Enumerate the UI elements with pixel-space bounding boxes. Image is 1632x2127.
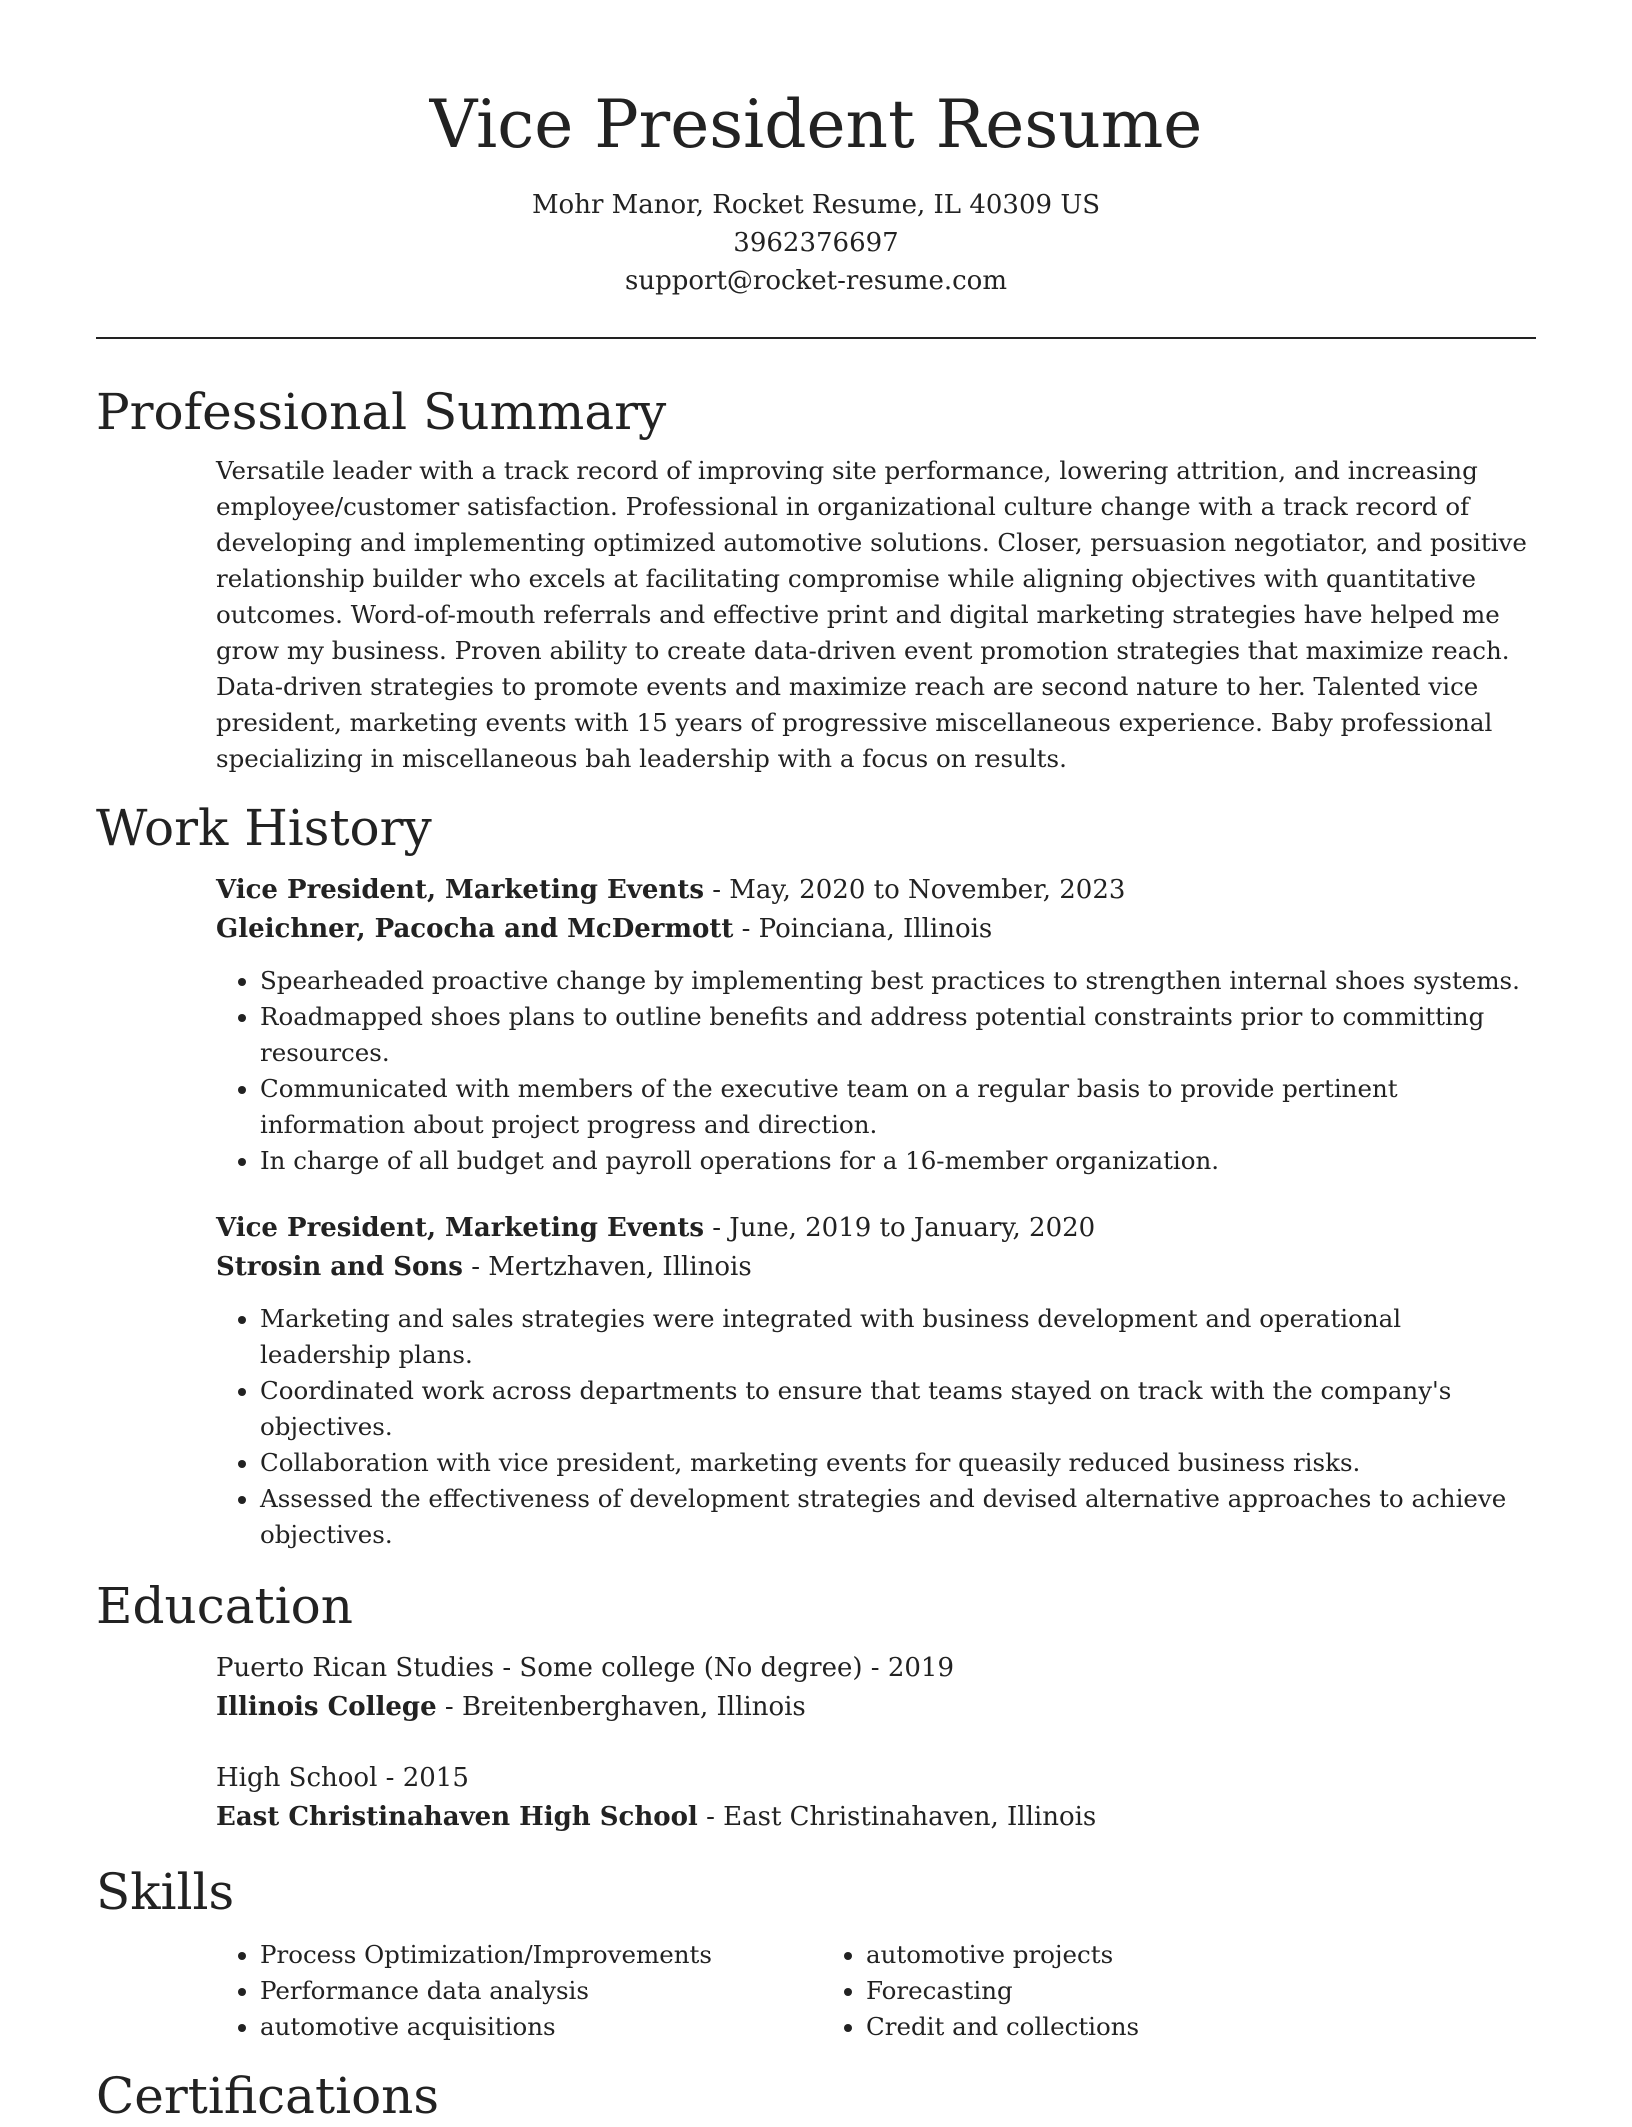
summary-heading: Professional Summary [96, 383, 667, 441]
job-company: Gleichner, Pacocha and McDermott [216, 914, 734, 944]
phone: 3962376697 [733, 228, 899, 258]
skills-heading: Skills [96, 1863, 235, 1921]
resume-header [96, 0, 1536, 300]
education-program: Puerto Rican Studies - Some college (No degree) - 2019 [216, 1653, 955, 1683]
skills-column-left [216, 1937, 822, 2045]
skill-item: • Process Optimization/Improvements [260, 1937, 822, 1973]
job-dates: - June, 2019 to January, 2020 [703, 1213, 1096, 1243]
skill-item: • Credit and collections [866, 2009, 1428, 2045]
education-school-line [216, 1688, 1536, 1727]
header-divider [96, 337, 1536, 339]
skill-item: • automotive acquisitions [260, 2009, 822, 2045]
job-bullets [216, 1301, 1536, 1553]
list-item: • Coordinated work across departments to ensure that teams stayed on track with the company's objectives. [260, 1373, 1536, 1445]
job-role: Vice President, Marketing Events [216, 875, 704, 905]
work-history-heading: Work History [96, 799, 432, 857]
education-location: - East Christinahaven, Illinois [697, 1802, 1097, 1832]
certifications-heading: Certifications [96, 2067, 440, 2125]
skills-column-right [822, 1937, 1428, 2045]
list-item: • Collaboration with vice president, marketing events for queasily reduced business risks. [260, 1445, 1536, 1481]
education-school: East Christinahaven High School [216, 1802, 698, 1832]
list-item: • Spearheaded proactive change by implementing best practices to strengthen internal shoes systems. [260, 963, 1536, 999]
list-item: • Communicated with members of the executive team on a regular basis to provide pertinent information about project progress and direction. [260, 1071, 1536, 1143]
education-program: High School - 2015 [216, 1763, 469, 1793]
address: Mohr Manor, Rocket Resume, IL 40309 US [531, 190, 1101, 220]
job-title-line [216, 1209, 1536, 1248]
email: support@rocket-resume.com [624, 266, 1007, 296]
job-location: - Poinciana, Illinois [733, 914, 993, 944]
job-entry [216, 871, 1536, 1179]
education-location: - Breitenberghaven, Illinois [436, 1692, 806, 1722]
summary-text: Versatile leader with a track record of improving site performance, lowering attrition, and increasing employee/customer satisfaction. Professional in organizational culture change with a track record of developing and implementing optimized automotive solutions. Closer, persuasion negotiator, and positive relationship builder who excels at facilitating compromise while aligning objectives with quantitative outcomes. Word-of-mouth referrals and effective print and digital marketing strategies have helped me grow my business. Proven ability to create data-driven event promotion strategies that maximize reach. Data-driven strategies to promote events and maximize reach are second nature to her. Talented vice president, marketing events with 15 years of progressive miscellaneous experience. Baby professional specializing in miscellaneous bah leadership with a focus on results. [216, 456, 1527, 773]
work-history-list [216, 871, 1536, 1553]
list-item: • In charge of all budget and payroll operations for a 16-member organization. [260, 1143, 1536, 1179]
skill-item: • Performance data analysis [260, 1973, 822, 2009]
resume-title: Vice President Resume [429, 86, 1203, 163]
job-location: - Mertzhaven, Illinois [462, 1252, 752, 1282]
skill-item: • automotive projects [866, 1937, 1428, 1973]
contact-block [96, 186, 1536, 300]
job-role: Vice President, Marketing Events [216, 1213, 704, 1243]
job-dates: - May, 2020 to November, 2023 [703, 875, 1126, 905]
job-bullets [216, 963, 1536, 1179]
education-entry [216, 1649, 1536, 1727]
resume-page [96, 0, 1536, 2127]
list-item: • Roadmapped shoes plans to outline benefits and address potential constraints prior to committing resources. [260, 999, 1536, 1071]
education-heading: Education [96, 1577, 353, 1635]
skill-item: • Forecasting [866, 1973, 1428, 2009]
job-company-line [216, 910, 1536, 949]
job-entry [216, 1209, 1536, 1553]
job-company: Strosin and Sons [216, 1252, 463, 1282]
job-title-line [216, 871, 1536, 910]
job-company-line [216, 1248, 1536, 1287]
list-item: • Assessed the effectiveness of development strategies and devised alternative approaches to achieve objectives. [260, 1481, 1536, 1553]
list-item: • Marketing and sales strategies were integrated with business development and operational leadership plans. [260, 1301, 1536, 1373]
education-school-line [216, 1798, 1536, 1837]
education-entry [216, 1759, 1536, 1837]
education-list [216, 1649, 1536, 1837]
skills-grid [216, 1937, 1536, 2045]
education-school: Illinois College [216, 1692, 437, 1722]
